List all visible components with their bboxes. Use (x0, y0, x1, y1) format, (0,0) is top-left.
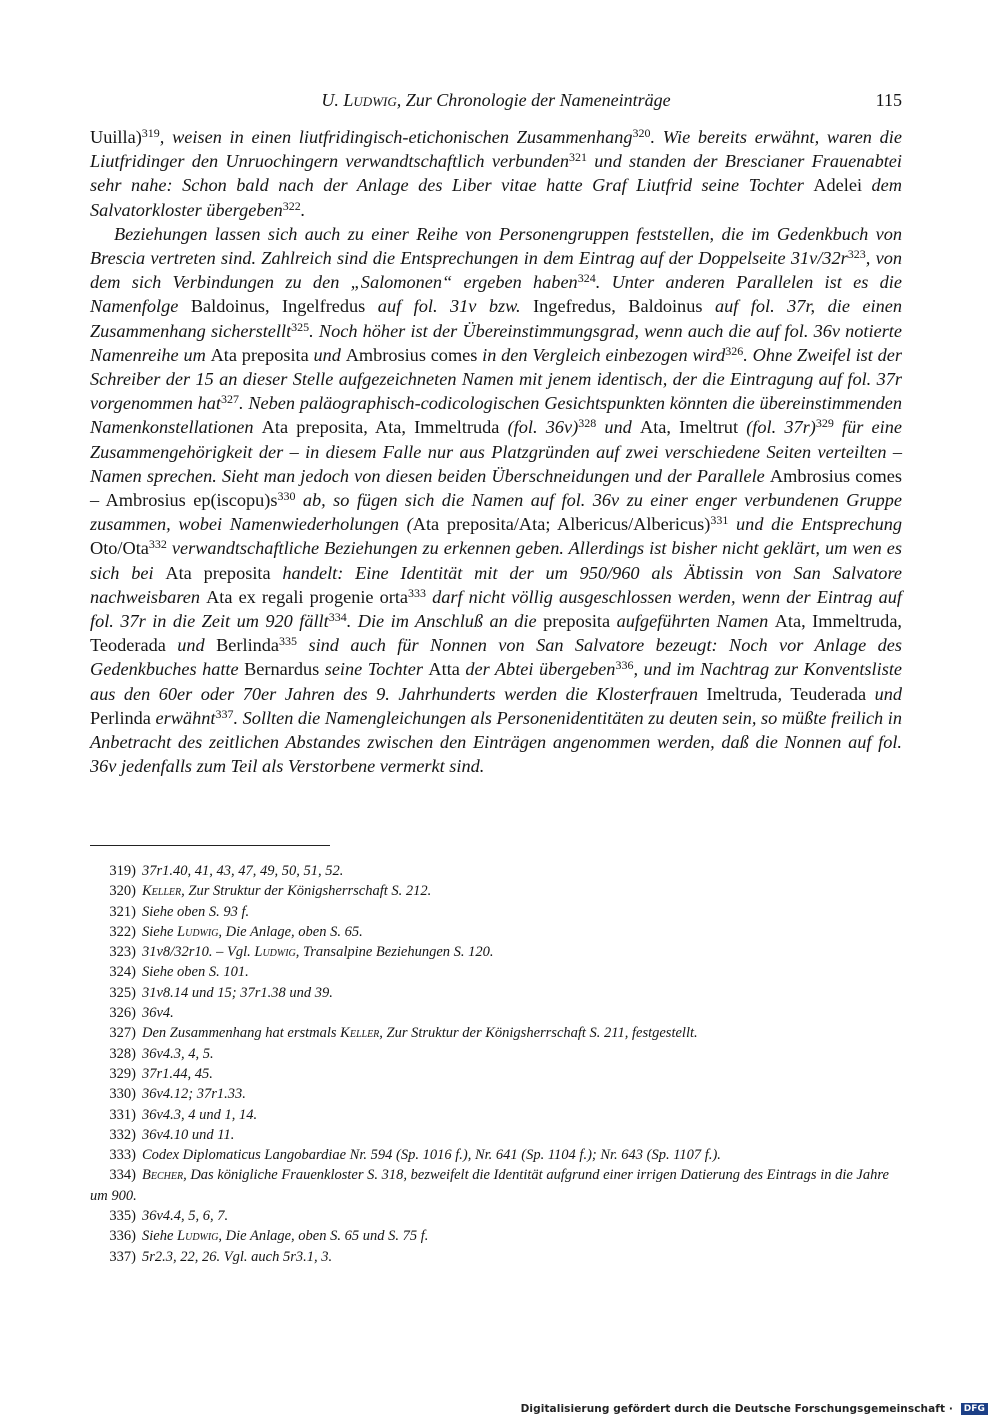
name-run: Adelei (813, 175, 863, 196)
text-run: auf fol. 37r, die einen Zusammenhang sicherstellt (90, 296, 903, 341)
name-run: Ingefredus, Baldoinus (533, 296, 703, 317)
footnote-item (90, 1105, 902, 1125)
footnote-ref: 328 (578, 416, 597, 431)
footnote-number: 327) (109, 1025, 136, 1042)
text-run: und standen der Brescianer Frauenabtei sehr nahe: Schon bald nach der Anlage des Liber vitae hatte Graf Liutfrid seine Tochter (90, 151, 902, 196)
footnote-author: Ludwig (177, 923, 219, 940)
name-run: Imeltruda, Teuderada (706, 683, 867, 704)
footnote-item (90, 922, 902, 942)
footnote-ref: 337 (215, 706, 234, 721)
text-run: verwandtschaftliche Beziehungen zu erkennen geben. Allerdings ist bisher nicht geklärt, um wen es sich bei (90, 538, 902, 583)
name-run: Berlinda (216, 635, 280, 656)
footnote-ref: 335 (279, 634, 298, 649)
text-run: und die Entsprechung (728, 514, 903, 535)
footnote-item (90, 1084, 902, 1104)
footnote-number: 337) (109, 1248, 136, 1265)
header-author: U. Ludwig (321, 90, 397, 110)
text-run: handelt: Eine Identität mit der um 950/960 als Äbtissin von San Salvatore nachweisbaren (90, 562, 902, 607)
name-run: Baldoinus, Ingelfredus (190, 296, 366, 317)
footnote-text: Siehe oben S. 101. (142, 964, 249, 981)
footnote-ref: 320 (632, 126, 651, 140)
footnote-ref: 333 (408, 585, 427, 600)
text-run: . Neben paläographisch-codicologischen Gesichtspunkten könnten die übereinstimmenden Namenkonstellationen (90, 393, 902, 438)
footnote-separator (90, 845, 330, 846)
footnote-text: , Transalpine Beziehungen S. 120. (295, 944, 494, 961)
name-run: Perlinda (90, 707, 151, 728)
text-run: , weisen in einen liutfridingisch-etichonischen Zusammenhang (159, 127, 633, 147)
text-run: auf fol. 31v bzw. (365, 296, 534, 317)
text-run: und (866, 683, 902, 704)
dfg-logo: DFG (961, 1403, 988, 1415)
text-run: für eine Zusammengehörigkeit der – in diesem Falle nur aus Platzgründen auf zwei verschiedene Seiten verteilten – Namen sprechen. Sieht man jedoch von diesen beiden Überschneidungen und der Parallele (90, 417, 902, 486)
footnote-number: 332) (109, 1126, 136, 1143)
name-run: Atta (428, 659, 460, 680)
footnote-ref: 329 (815, 416, 834, 431)
footnote-prefix: 31v8/32r10. – Vgl. (142, 944, 255, 961)
text-run: und (596, 417, 640, 438)
footnote-item (90, 881, 902, 901)
footnote-ref: 322 (282, 198, 301, 213)
footnote-text: 5r2.3, 22, 26. Vgl. auch 5r3.1, 3. (142, 1248, 333, 1265)
footnote-text: 36v4.3, 4, 5. (142, 1045, 214, 1062)
footnote-number: 328) (109, 1045, 136, 1062)
footnote-text: 36v4.10 und 11. (142, 1126, 235, 1143)
footnote-item (90, 1023, 902, 1043)
text-run: . Die im Anschluß an die (346, 611, 544, 632)
footnote-text: 36v4.4, 5, 6, 7. (142, 1208, 229, 1225)
footnote-number: 322) (109, 923, 136, 940)
footnote-ref: 325 (291, 319, 310, 334)
footnote-text: 36v4. (142, 1005, 174, 1022)
footnote-prefix: Siehe (142, 923, 178, 940)
footnote-number: 326) (109, 1005, 136, 1022)
credit-text: Digitalisierung gefördert durch die Deutsche Forschungsgemeinschaft (520, 1403, 946, 1415)
footnote-number: 329) (109, 1065, 136, 1082)
footnote-number: 330) (109, 1086, 136, 1103)
paragraph-2 (90, 222, 902, 779)
footnote-ref: 327 (221, 392, 240, 407)
footnote-item (90, 1145, 902, 1165)
text-run: . Noch höher ist der Übereinstimmungsgrad, wenn auch die auf fol. 36v notierte Namenreihe um (90, 320, 902, 365)
footnote-number: 321) (109, 903, 136, 920)
footnote-ref: 321 (569, 150, 587, 165)
text-run: . Ohne Zweifel ist der Schreiber der 15 an dieser Stelle aufgezeichneten Namen mit jenem identisch, der die Eintragung auf fol. 37r vorgenommen hat (90, 344, 902, 414)
footnote-prefix: Siehe (142, 1228, 178, 1245)
footnote-ref: 336 (615, 658, 634, 673)
name-run: Bernardus (244, 659, 320, 680)
text-run: . Sollten die Namengleichungen als Personenidentitäten zu deuten sein, so müßte freilich in Anbetracht des zeitlichen Abstandes zwischen den Einträgen angenommen werden, daß die Nonnen auf fol. 36v jedenfalls zum Teil als Verstorbene vermerkt sind. (90, 707, 902, 777)
footnote-number: 336) (109, 1228, 136, 1245)
footnote-author: Ludwig (254, 944, 296, 961)
text-run: und (165, 635, 217, 656)
footnote-text: 36v4.3, 4 und 1, 14. (142, 1106, 258, 1123)
footnote-ref: 319 (141, 126, 160, 140)
footnote-item (90, 861, 902, 881)
footnote-number: 335) (109, 1208, 136, 1225)
footnote-item (90, 1044, 902, 1064)
footnotes (90, 861, 902, 1267)
footnote-author: Ludwig (177, 1228, 219, 1245)
text-run: und (308, 344, 346, 365)
footnote-item (90, 902, 902, 922)
footnote-item (90, 962, 902, 982)
text-run: (fol. 36v) (499, 417, 579, 438)
text-run: (fol. 37r) (738, 417, 816, 438)
footnote-ref: 326 (725, 343, 744, 358)
name-run: Ata, Imeltrut (640, 417, 739, 438)
running-header (90, 88, 902, 116)
footnote-text: Codex Diplomaticus Langobardiae Nr. 594 (Sp. 1016 f.), Nr. 641 (Sp. 1104 f.); Nr. 643 (Sp. 1107 f.). (142, 1147, 721, 1164)
text-run: seine Tochter (319, 659, 429, 680)
name-run: Oto/Ota (90, 538, 149, 559)
footnote-text: 37r1.40, 41, 43, 47, 49, 50, 51, 52. (142, 863, 344, 879)
footnote-text: Siehe oben S. 93 f. (142, 903, 250, 920)
footnote-text: , Das königliche Frauenkloster S. 318, bezweifelt die Identität aufgrund einer irrigen Datierung des Eintrags in die Jahre um 900. (90, 1167, 889, 1204)
paragraph-1 (90, 125, 902, 222)
name-run: Ata, Immeltruda, Teoderada (90, 611, 903, 656)
text-run: darf nicht völlig ausgeschlossen werden, wenn der Eintrag auf fol. 37r in die Zeit um 920 fällt (90, 586, 902, 632)
header-title: Zur Chronologie der Nameneinträge (405, 90, 671, 110)
name-run: preposita (543, 611, 611, 632)
footnote-text: 36v4.12; 37r1.33. (142, 1086, 246, 1103)
footnote-item (90, 1226, 902, 1246)
text-run: . (300, 199, 306, 220)
name-run: Ambrosius comes (345, 344, 478, 365)
text-run: , von dem sich Verbindungen zu den „Salomonen“ ergeben haben (90, 248, 902, 293)
footnote-author: Keller (142, 883, 182, 900)
footnote-number: 325) (109, 984, 136, 1001)
name-run: Ata preposita, Ata, Immeltruda (261, 417, 500, 438)
footnote-text: 37r1.44, 45. (142, 1065, 213, 1082)
footnote-item (90, 1165, 902, 1206)
footnote-text: 31v8.14 und 15; 37r1.38 und 39. (142, 984, 333, 1001)
text-run: in den Vergleich einbezogen wird (477, 344, 726, 365)
footnote-ref: 334 (328, 610, 347, 625)
text-run: . Unter anderen Parallelen ist es die Namenfolge (90, 272, 902, 317)
footnote-item (90, 1247, 902, 1267)
name-run: Ata preposita/Ata; Albericus/Albericus) (412, 514, 711, 535)
text-run: aufgeführten Namen (610, 611, 775, 632)
footnote-ref: 323 (847, 247, 866, 262)
text-run: sind auch für Nonnen von San Salvatore bezeugt: Noch vor Anlage des Gedenkbuches hatte (90, 635, 902, 680)
footnote-number: 323) (109, 944, 136, 961)
name-run: Ata ex regali progenie orta (206, 586, 409, 607)
digitization-credit: Digitalisierung gefördert durch die Deutsche Forschungsgemeinschaft · DFG (521, 1403, 988, 1415)
footnote-item (90, 942, 902, 962)
text-run: der Abtei übergeben (459, 659, 616, 680)
text-run: dem Salvatorkloster übergeben (90, 175, 902, 220)
text-run: , und im Nachtrag zur Konventsliste aus den 60er oder 70er Jahren des 9. Jahrhunderts werden die Klosterfrauen (90, 659, 903, 704)
footnote-item (90, 1125, 902, 1145)
footnote-text: , Zur Struktur der Königsherrschaft S. 211, festgestellt. (379, 1025, 698, 1042)
footnote-text: , Die Anlage, oben S. 65 und S. 75 f. (218, 1228, 429, 1245)
footnote-number: 320) (109, 883, 136, 900)
footnote-author: Keller (340, 1025, 380, 1042)
footnote-number: 333) (109, 1147, 136, 1164)
running-head-title: U. Ludwig, Zur Chronologie der Nameneinträge (321, 90, 671, 110)
footnote-number: 331) (109, 1106, 136, 1123)
footnote-text: , Die Anlage, oben S. 65. (218, 923, 363, 940)
text-run: erwähnt (150, 707, 216, 728)
text-run: Beziehungen lassen sich auch zu einer Reihe von Personengruppen feststellen, die im Gedenkbuch von Brescia vertreten sind. Zahlreich sind die Entsprechungen in dem Eintrag auf der Doppelseite 31v/32r (90, 223, 902, 269)
text-run: . Wie bereits erwähnt, waren die Liutfridinger den Unruochingern verwandtschaftlich verbunden (90, 127, 902, 172)
page-number: 115 (875, 90, 902, 110)
text-run: ab, so fügen sich die Namen auf fol. 36v zu einer enger verbundenen Gruppe zusammen, wobei Namenwiederholungen ( (90, 490, 902, 535)
footnote-ref: 330 (277, 489, 296, 504)
footnote-item (90, 1064, 902, 1084)
footnote-ref: 332 (148, 537, 167, 552)
footnote-number: 324) (109, 964, 136, 981)
footnote-ref: 331 (710, 513, 729, 528)
footnote-number: 319) (109, 863, 136, 879)
main-text (90, 125, 902, 778)
name-run: Ata preposita (210, 344, 309, 365)
footnote-prefix: Den Zusammenhang hat erstmals (142, 1025, 341, 1042)
name-run: Ambrosius comes – Ambrosius ep(iscopu)s (90, 465, 902, 511)
footnote-author: Becher (142, 1167, 184, 1184)
footnote-item (90, 1206, 902, 1226)
footnote-item (90, 1003, 902, 1023)
footnote-ref: 324 (577, 271, 596, 286)
name-run: Uuilla) (90, 127, 142, 147)
footnote-item (90, 983, 902, 1003)
footnote-number: 334) (109, 1167, 136, 1184)
name-run: Ata preposita (165, 562, 271, 583)
footnote-text: , Zur Struktur der Königsherrschaft S. 212. (181, 883, 432, 900)
